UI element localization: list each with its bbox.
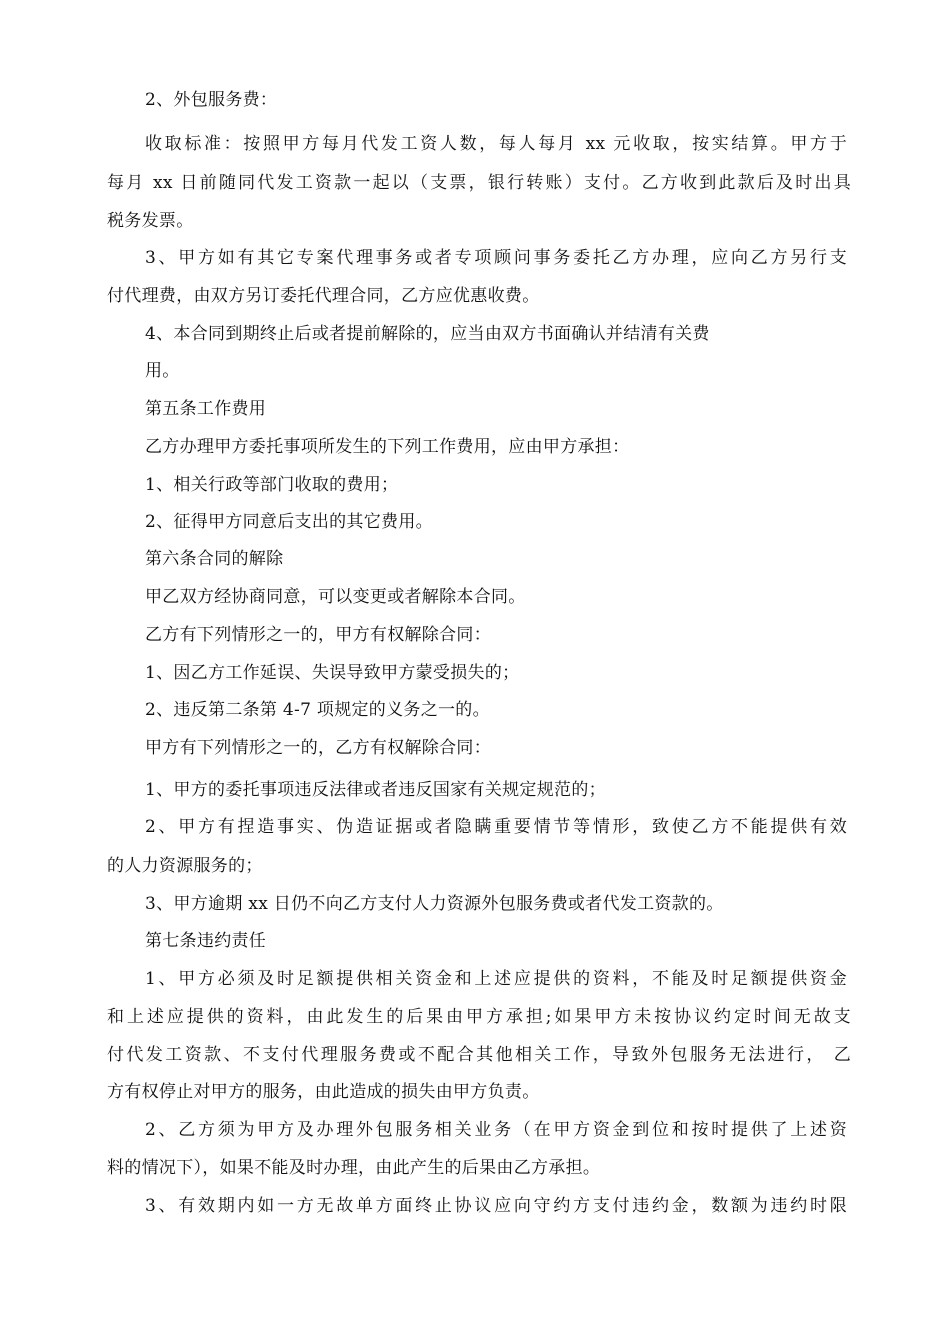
paragraph-line: 甲方有下列情形之一的，乙方有权解除合同：	[145, 738, 491, 758]
paragraph-line: 2、甲方有捏造事实、伪造证据或者隐瞒重要情节等情形，致使乙方不能提供有效	[145, 817, 847, 837]
paragraph-line: 4、本合同到期终止后或者提前解除的，应当由双方书面确认并结清有关费	[145, 324, 710, 344]
paragraph-line: 3、甲方如有其它专案代理事务或者专项顾问事务委托乙方办理，应向乙方另行支	[145, 248, 847, 268]
paragraph-line: 和上述应提供的资料，由此发生的后果由甲方承担;如果甲方未按协议约定时间无故支	[107, 1007, 851, 1027]
paragraph-line: 1、甲方必须及时足额提供相关资金和上述应提供的资料，不能及时足额提供资金	[145, 969, 847, 989]
section-heading: 第七条违约责任	[145, 931, 267, 951]
paragraph-line: 付代理费，由双方另订委托代理合同，乙方应优惠收费。	[107, 286, 540, 306]
paragraph-line: 税务发票。	[107, 211, 194, 231]
paragraph-line: 收取标准：按照甲方每月代发工资人数，每人每月 xx 元收取，按实结算。甲方于	[145, 134, 847, 154]
paragraph-line: 的人力资源服务的；	[107, 856, 263, 876]
paragraph-line: 每月 xx 日前随同代发工资款一起以（支票，银行转账）支付。乙方收到此款后及时出具	[107, 173, 851, 193]
paragraph-line: 甲乙双方经协商同意，可以变更或者解除本合同。	[145, 587, 526, 607]
paragraph-line: 方有权停止对甲方的服务，由此造成的损失由甲方负责。	[107, 1082, 540, 1102]
paragraph-line: 3、有效期内如一方无故单方面终止协议应向守约方支付违约金，数额为违约时限	[145, 1196, 847, 1216]
paragraph-line: 2、违反第二条第 4-7 项规定的义务之一的。	[145, 700, 490, 720]
section-heading: 第五条工作费用	[145, 399, 267, 419]
paragraph-line: 3、甲方逾期 xx 日仍不向乙方支付人力资源外包服务费或者代发工资款的。	[145, 894, 724, 914]
paragraph-line: 2、乙方须为甲方及办理外包服务相关业务（在甲方资金到位和按时提供了上述资	[145, 1120, 847, 1140]
paragraph-line: 1、相关行政等部门收取的费用；	[145, 475, 399, 495]
paragraph-line: 1、因乙方工作延误、失误导致甲方蒙受损失的；	[145, 663, 520, 683]
section-heading: 第六条合同的解除	[145, 549, 284, 569]
paragraph-line: 1、甲方的委托事项违反法律或者违反国家有关规定规范的；	[145, 780, 606, 800]
paragraph-line: 乙方有下列情形之一的，甲方有权解除合同：	[145, 625, 491, 645]
paragraph-line: 料的情况下），如果不能及时办理，由此产生的后果由乙方承担。	[107, 1158, 601, 1178]
paragraph-line: 用。	[145, 361, 180, 381]
paragraph-line: 乙方办理甲方委托事项所发生的下列工作费用，应由甲方承担：	[145, 437, 630, 457]
paragraph-line: 2、外包服务费：	[145, 90, 278, 110]
paragraph-line: 2、征得甲方同意后支出的其它费用。	[145, 512, 433, 532]
paragraph-line: 付代发工资款、不支付代理服务费或不配合其他相关工作，导致外包服务无法进行， 乙	[107, 1045, 851, 1065]
